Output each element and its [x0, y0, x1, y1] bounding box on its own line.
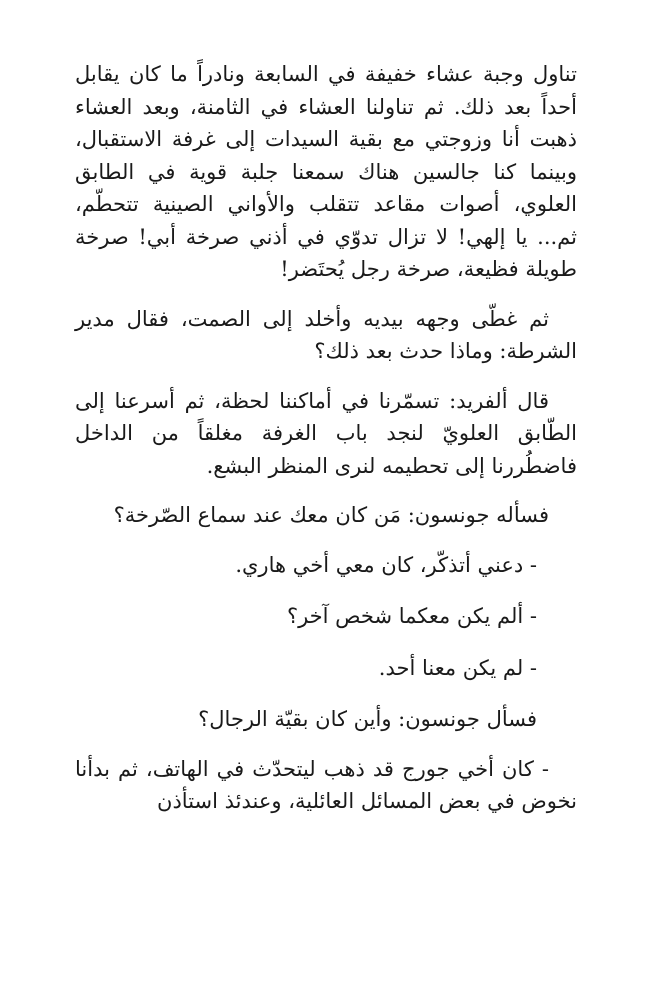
paragraph-silence: ثم غطّى وجهه بيديه وأخلد إلى الصمت، فقال مدير الشرطة: وماذا حدث بعد ذلك؟	[75, 306, 577, 363]
paragraph-george: - كان أخي جورج قد ذهب ليتحدّث في الهاتف، ثم بدأنا نخوض في بعض المسائل العائلية، وعندئذ استأذن	[75, 756, 577, 813]
paragraph-dinner: تناول وجبة عشاء خفيفة في السابعة ونادراً ما كان يقابل أحداً بعد ذلك. ثم تناولنا العشاء في الثامنة، وبعد العشاء ذهبت أنا وزوجتي مع بقية السيدات إلى غرفة الاستقبال، وبينما كنا جالسين هناك سمعنا جلبة قوية في الطابق العلوي، أصوات مقاعد تتقلب والأواني الصينية تتحطّم، ثم... يا إلهي! لا تزال تدوّي في أذني صرخة أبي! صرخة طويلة فظيعة، صرخة رجل يُحتَضر!	[75, 62, 577, 281]
book-page	[75, 58, 577, 818]
dialog-line: - لم يكن معنا أحد.	[378, 655, 537, 680]
paragraph-johnson-men: فسأل جونسون: وأين كان بقيّة الرجال؟	[198, 707, 537, 731]
dialog-line: - ألم يكن معكما شخص آخر؟	[286, 604, 537, 628]
paragraph-johnson-question: فسأله جونسون: مَن كان معك عند سماع الصّرخة؟	[113, 503, 549, 527]
paragraph-alfred: قال ألفريد: تسمّرنا في أماكننا لحظة، ثم أسرعنا إلى الطّابق العلويّ لنجد باب الغرفة مغلقاً من الداخل فاضطُررنا إلى تحطيمه لنرى المنظر البشع.	[75, 388, 577, 478]
dialog-line: - دعني أتذكّر، كان معي أخي هاري.	[235, 552, 537, 577]
